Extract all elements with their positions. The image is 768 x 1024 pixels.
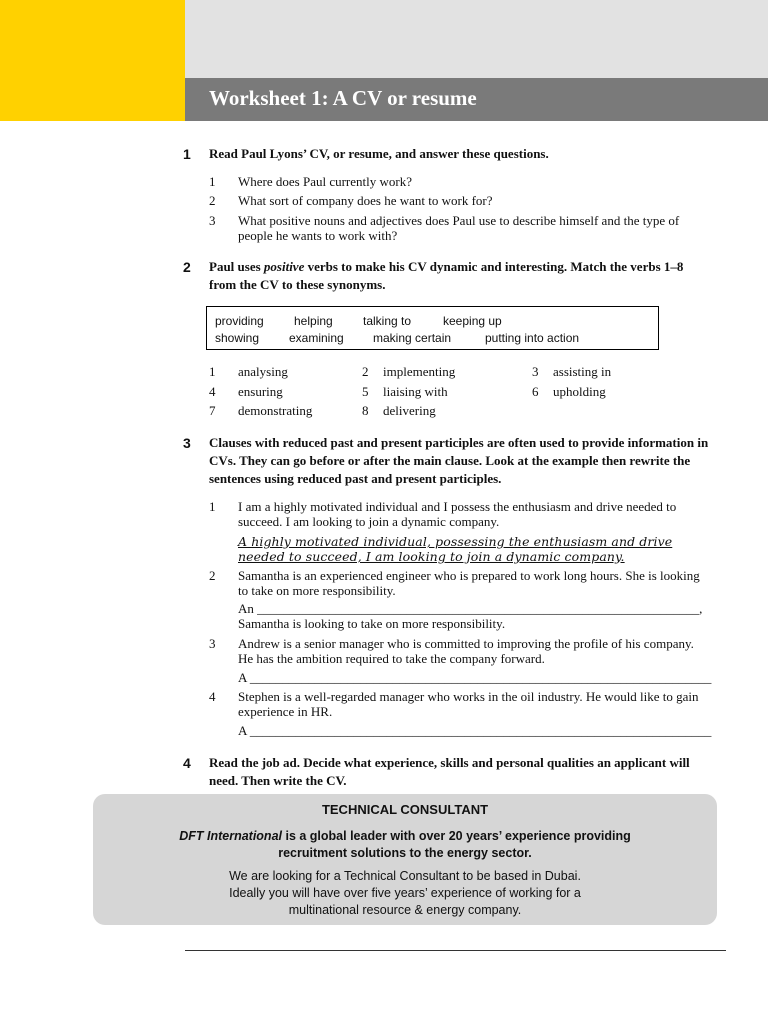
q1-item-number: 1 bbox=[209, 174, 216, 189]
verb-text: liaising with bbox=[383, 384, 448, 399]
q1-item-number: 2 bbox=[209, 193, 216, 208]
question-number-1: 1 bbox=[183, 146, 191, 162]
verb-text: delivering bbox=[383, 403, 436, 418]
q1-item-text: Where does Paul currently work? bbox=[238, 174, 412, 189]
synonym-word: keeping up bbox=[443, 314, 502, 328]
synonyms-box bbox=[206, 306, 659, 350]
q3-item-number: 1 bbox=[209, 499, 216, 514]
job-ad-heading: TECHNICAL CONSULTANT bbox=[321, 802, 489, 817]
verb-text: implementing bbox=[383, 364, 456, 379]
verb-number: 4 bbox=[209, 384, 216, 399]
verb-number: 2 bbox=[362, 364, 369, 379]
q3-item-number: 3 bbox=[209, 636, 216, 651]
question-2-text bbox=[209, 258, 711, 294]
q3-item-text: Andrew is a senior manager who is committed to improving the profile of his company. He has the ambition required to take the company forward. bbox=[238, 636, 694, 666]
verb-number: 3 bbox=[532, 364, 539, 379]
job-ad-body bbox=[93, 868, 717, 919]
verb-number: 8 bbox=[362, 403, 369, 418]
question-3-text: Clauses with reduced past and present participles are often used to provide information in CVs. They can go before or after the main clause. Look at the example then rewrite the sentences using reduced past and present participles. bbox=[209, 435, 709, 486]
question-2-text-start: Paul uses bbox=[209, 259, 264, 274]
footer-rule bbox=[185, 950, 726, 951]
answer-line[interactable]: A _______________________________________________________________________ bbox=[238, 670, 712, 685]
job-ad bbox=[93, 794, 717, 925]
question-1-text: Read Paul Lyons’ CV, or resume, and answer these questions. bbox=[209, 146, 549, 161]
question-number-4: 4 bbox=[183, 755, 191, 771]
answer-line[interactable]: An ____________________________________________________________________, bbox=[238, 601, 703, 616]
verb-number: 6 bbox=[532, 384, 539, 399]
example-answer: A highly motivated individual, possessing the enthusiasm and drive needed to succeed, I am looking to join a dynamic company. bbox=[238, 534, 673, 564]
question-2-emphasis: positive bbox=[263, 259, 305, 274]
answer-continuation: Samantha is looking to take on more responsibility. bbox=[238, 616, 506, 631]
q1-item-number: 3 bbox=[209, 213, 216, 228]
question-number-3: 3 bbox=[183, 435, 191, 451]
verb-text: assisting in bbox=[553, 364, 612, 379]
question-number-2: 2 bbox=[183, 259, 191, 275]
question-4-text: Read the job ad. Decide what experience, skills and personal qualities an applicant will need. Then write the CV. bbox=[209, 755, 690, 788]
q3-item-text: Stephen is a well-regarded manager who works in the oil industry. He would like to gain experience in HR. bbox=[238, 689, 699, 719]
verb-number: 5 bbox=[362, 384, 369, 399]
accent-block bbox=[0, 0, 185, 121]
synonym-word: examining bbox=[289, 331, 344, 345]
job-ad-body-text: We are looking for a Technical Consultant to be based in Dubai. Ideally you will have over five years’ experience of working for a multinational resource & energy company. bbox=[229, 869, 581, 917]
q1-item-text: What sort of company does he want to work for? bbox=[238, 193, 493, 208]
q3-item-number: 2 bbox=[209, 568, 216, 583]
verb-text: ensuring bbox=[238, 384, 283, 399]
q3-item-text: I am a highly motivated individual and I possess the enthusiasm and drive needed to succeed. I am looking to join a dynamic company. bbox=[238, 499, 677, 529]
verb-number: 7 bbox=[209, 403, 216, 418]
verb-text: upholding bbox=[553, 384, 606, 399]
question-2-text-end: verbs to make his CV dynamic and interesting. Match the verbs 1–8 from the CV to these synonyms. bbox=[209, 259, 684, 292]
synonym-word: making certain bbox=[373, 331, 452, 345]
verb-number: 1 bbox=[209, 364, 216, 379]
synonym-word: showing bbox=[215, 331, 260, 345]
job-ad-intro bbox=[93, 828, 717, 862]
synonym-word: talking to bbox=[363, 314, 412, 328]
answer-line[interactable]: A _______________________________________________________________________ bbox=[238, 723, 712, 738]
synonym-word: helping bbox=[294, 314, 333, 328]
q3-item-text: Samantha is an experienced engineer who is prepared to work long hours. She is looking to take on more responsibility. bbox=[238, 568, 700, 598]
job-ad-intro-text: is a global leader with over 20 years’ experience providing recruitment solutions to the energy sector. bbox=[278, 829, 631, 860]
synonym-word: providing bbox=[215, 314, 264, 328]
company-name: DFT International bbox=[179, 829, 282, 843]
synonym-word: putting into action bbox=[485, 331, 580, 345]
verb-text: analysing bbox=[238, 364, 288, 379]
verb-text: demonstrating bbox=[238, 403, 313, 418]
q1-item-text: What positive nouns and adjectives does Paul use to describe himself and the type of people he wants to work with? bbox=[238, 213, 680, 243]
q3-item-number: 4 bbox=[209, 689, 216, 704]
worksheet-title: Worksheet 1: A CV or resume bbox=[209, 86, 477, 110]
